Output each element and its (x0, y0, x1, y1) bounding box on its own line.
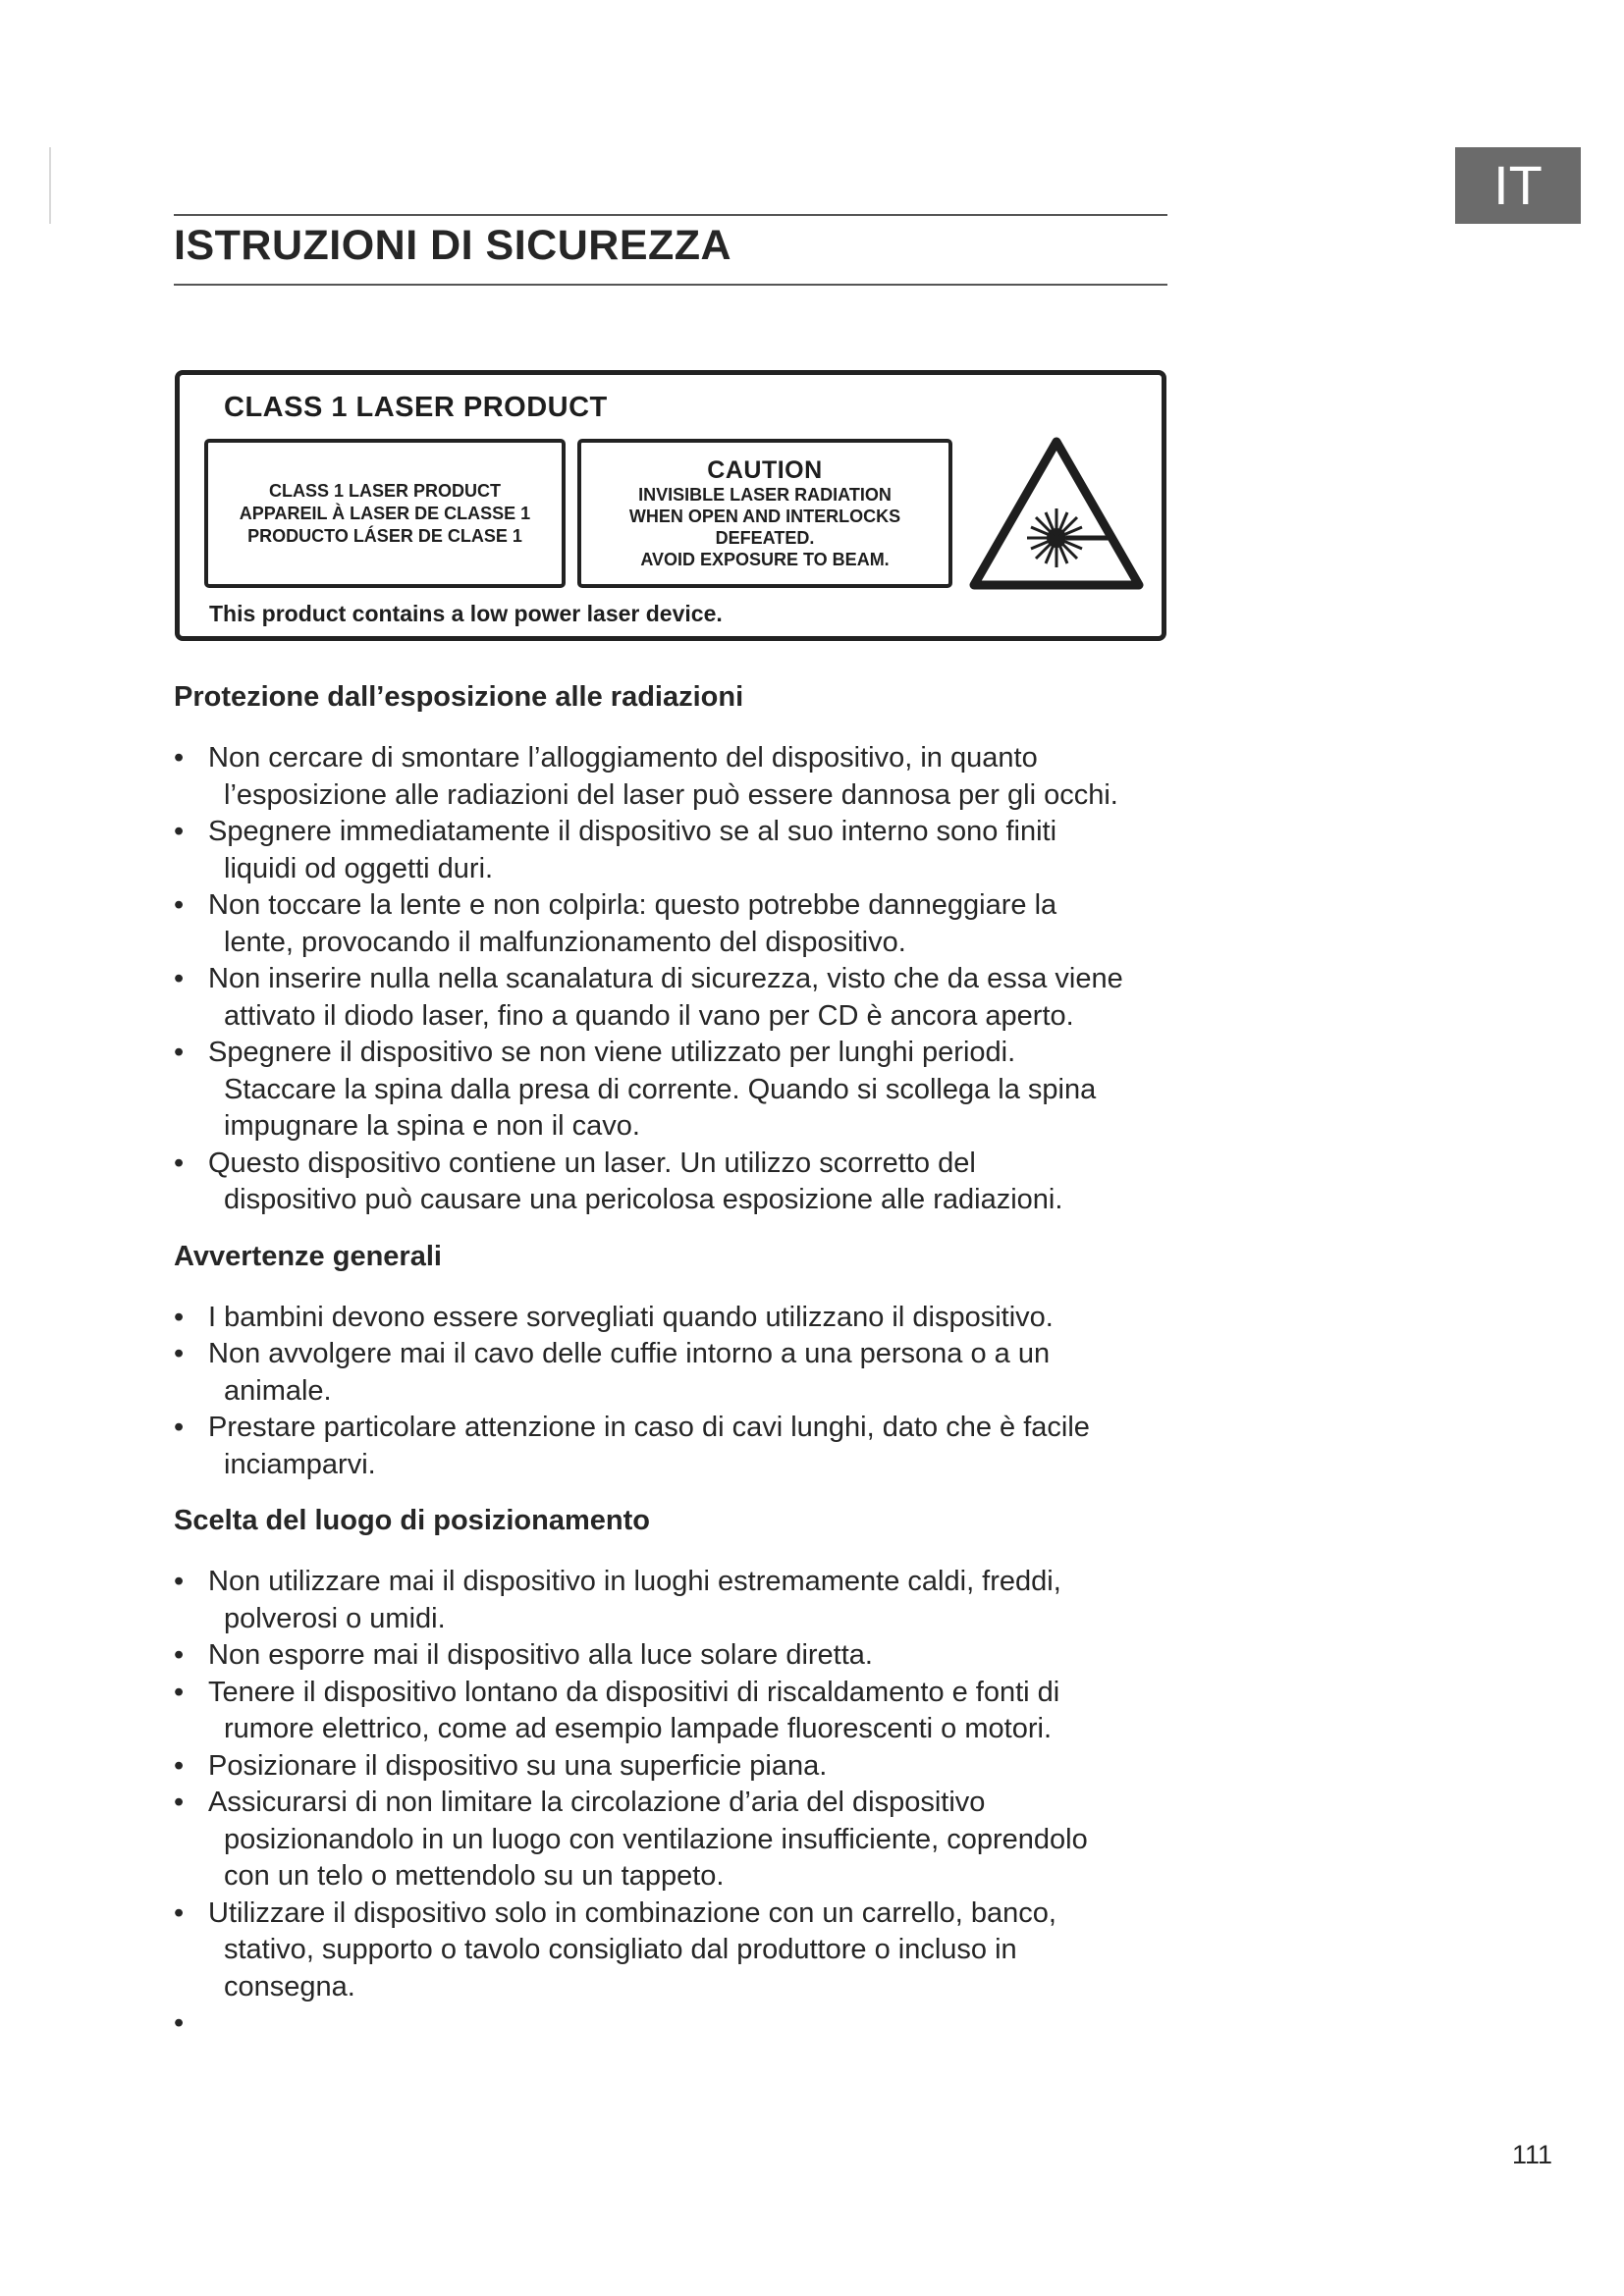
list-item (174, 2005, 1185, 2043)
list-item: • I bambini devono essere sorvegliati quando utilizzano il dispositivo. (174, 1300, 1185, 1337)
label-footer: This product contains a low power laser device. (209, 601, 723, 626)
list-item: • Non avvolgere mai il cavo delle cuffie intorno a una persona o a un animale. (174, 1336, 1185, 1410)
class-line: PRODUCTO LÁSER DE CLASE 1 (247, 525, 522, 546)
section-heading: Avvertenze generali (174, 1240, 442, 1272)
list-item: • Spegnere immediatamente il dispositivo se al suo interno sono finiti liquidi od oggetti duri. (174, 814, 1185, 887)
title-rule-top (174, 214, 1167, 216)
caution-line: DEFEATED. (715, 528, 815, 548)
list-item: • Assicurarsi di non limitare la circolazione d’aria del dispositivo posizionandolo in un luogo con ventilazione insufficiente, coprendolo con un telo o mettendolo su un tappeto. (174, 1785, 1185, 1896)
section-general-warnings (174, 1237, 1185, 1484)
list-item: • Non cercare di smontare l’alloggiamento del dispositivo, in quanto l’esposizione alle radiazioni del laser può essere dannosa per gli occhi. (174, 740, 1185, 814)
list-item: • Non toccare la lente e non colpirla: questo potrebbe danneggiare la lente, provocando il malfunzionamento del dispositivo. (174, 887, 1185, 961)
list-item: • Utilizzare il dispositivo solo in combinazione con un carrello, banco, stativo, supporto o tavolo consigliato dal produttore o incluso in consegna. (174, 1896, 1185, 2006)
class-line: APPAREIL À LASER DE CLASSE 1 (239, 503, 531, 523)
margin-mark (49, 147, 51, 224)
caution-box (577, 439, 952, 588)
list-item: • Non esporre mai il dispositivo alla luce solare diretta. (174, 1637, 1185, 1675)
title-rule-bottom (174, 284, 1167, 286)
list-item: • Posizionare il dispositivo su una superficie piana. (174, 1748, 1185, 1786)
list-item: • Non utilizzare mai il dispositivo in luoghi estremamente caldi, freddi, polverosi o umidi. (174, 1564, 1185, 1637)
laser-warning-label (175, 370, 1166, 641)
label-heading: CLASS 1 LASER PRODUCT (224, 392, 608, 423)
laser-hazard-triangle-icon (968, 436, 1145, 593)
list-item: • Prestare particolare attenzione in caso di cavi lunghi, dato che è facile inciamparvi. (174, 1410, 1185, 1483)
list-item: • Questo dispositivo contiene un laser. Un utilizzo scorretto del dispositivo può causare una pericolosa esposizione alle radiazioni. (174, 1146, 1185, 1219)
list-item: • Non inserire nulla nella scanalatura di sicurezza, visto che da essa viene attivato il diodo laser, fino a quando il vano per CD è ancora aperto. (174, 961, 1185, 1035)
caution-title: CAUTION (707, 456, 823, 484)
list-item: • Spegnere il dispositivo se non viene utilizzato per lunghi periodi. Staccare la spina dalla presa di corrente. Quando si scollega la spina impugnare la spina e non il cavo. (174, 1035, 1185, 1146)
list-item: • Tenere il dispositivo lontano da dispositivi di riscaldamento e fonti di rumore elettrico, come ad esempio lampade fluorescenti o motori. (174, 1675, 1185, 1748)
caution-line: WHEN OPEN AND INTERLOCKS (628, 507, 901, 526)
section-radiation (174, 677, 1185, 1219)
bullet-list (174, 1564, 1185, 2043)
laser-class-box (204, 439, 566, 588)
section-heading: Scelta del luogo di posizionamento (174, 1505, 650, 1536)
bullet-list (174, 740, 1185, 1219)
caution-line: INVISIBLE LASER RADIATION (638, 485, 892, 505)
page-number: 111 (1512, 2140, 1553, 2169)
section-heading: Protezione dall’esposizione alle radiazioni (174, 681, 744, 713)
language-tab: IT (1455, 147, 1581, 224)
class-line: CLASS 1 LASER PRODUCT (268, 480, 502, 501)
bullet-list (174, 1300, 1185, 1484)
safety-content (174, 677, 1185, 2060)
section-placement (174, 1501, 1185, 2043)
page-title: ISTRUZIONI DI SICUREZZA (174, 222, 732, 269)
caution-line: AVOID EXPOSURE TO BEAM. (640, 550, 890, 569)
